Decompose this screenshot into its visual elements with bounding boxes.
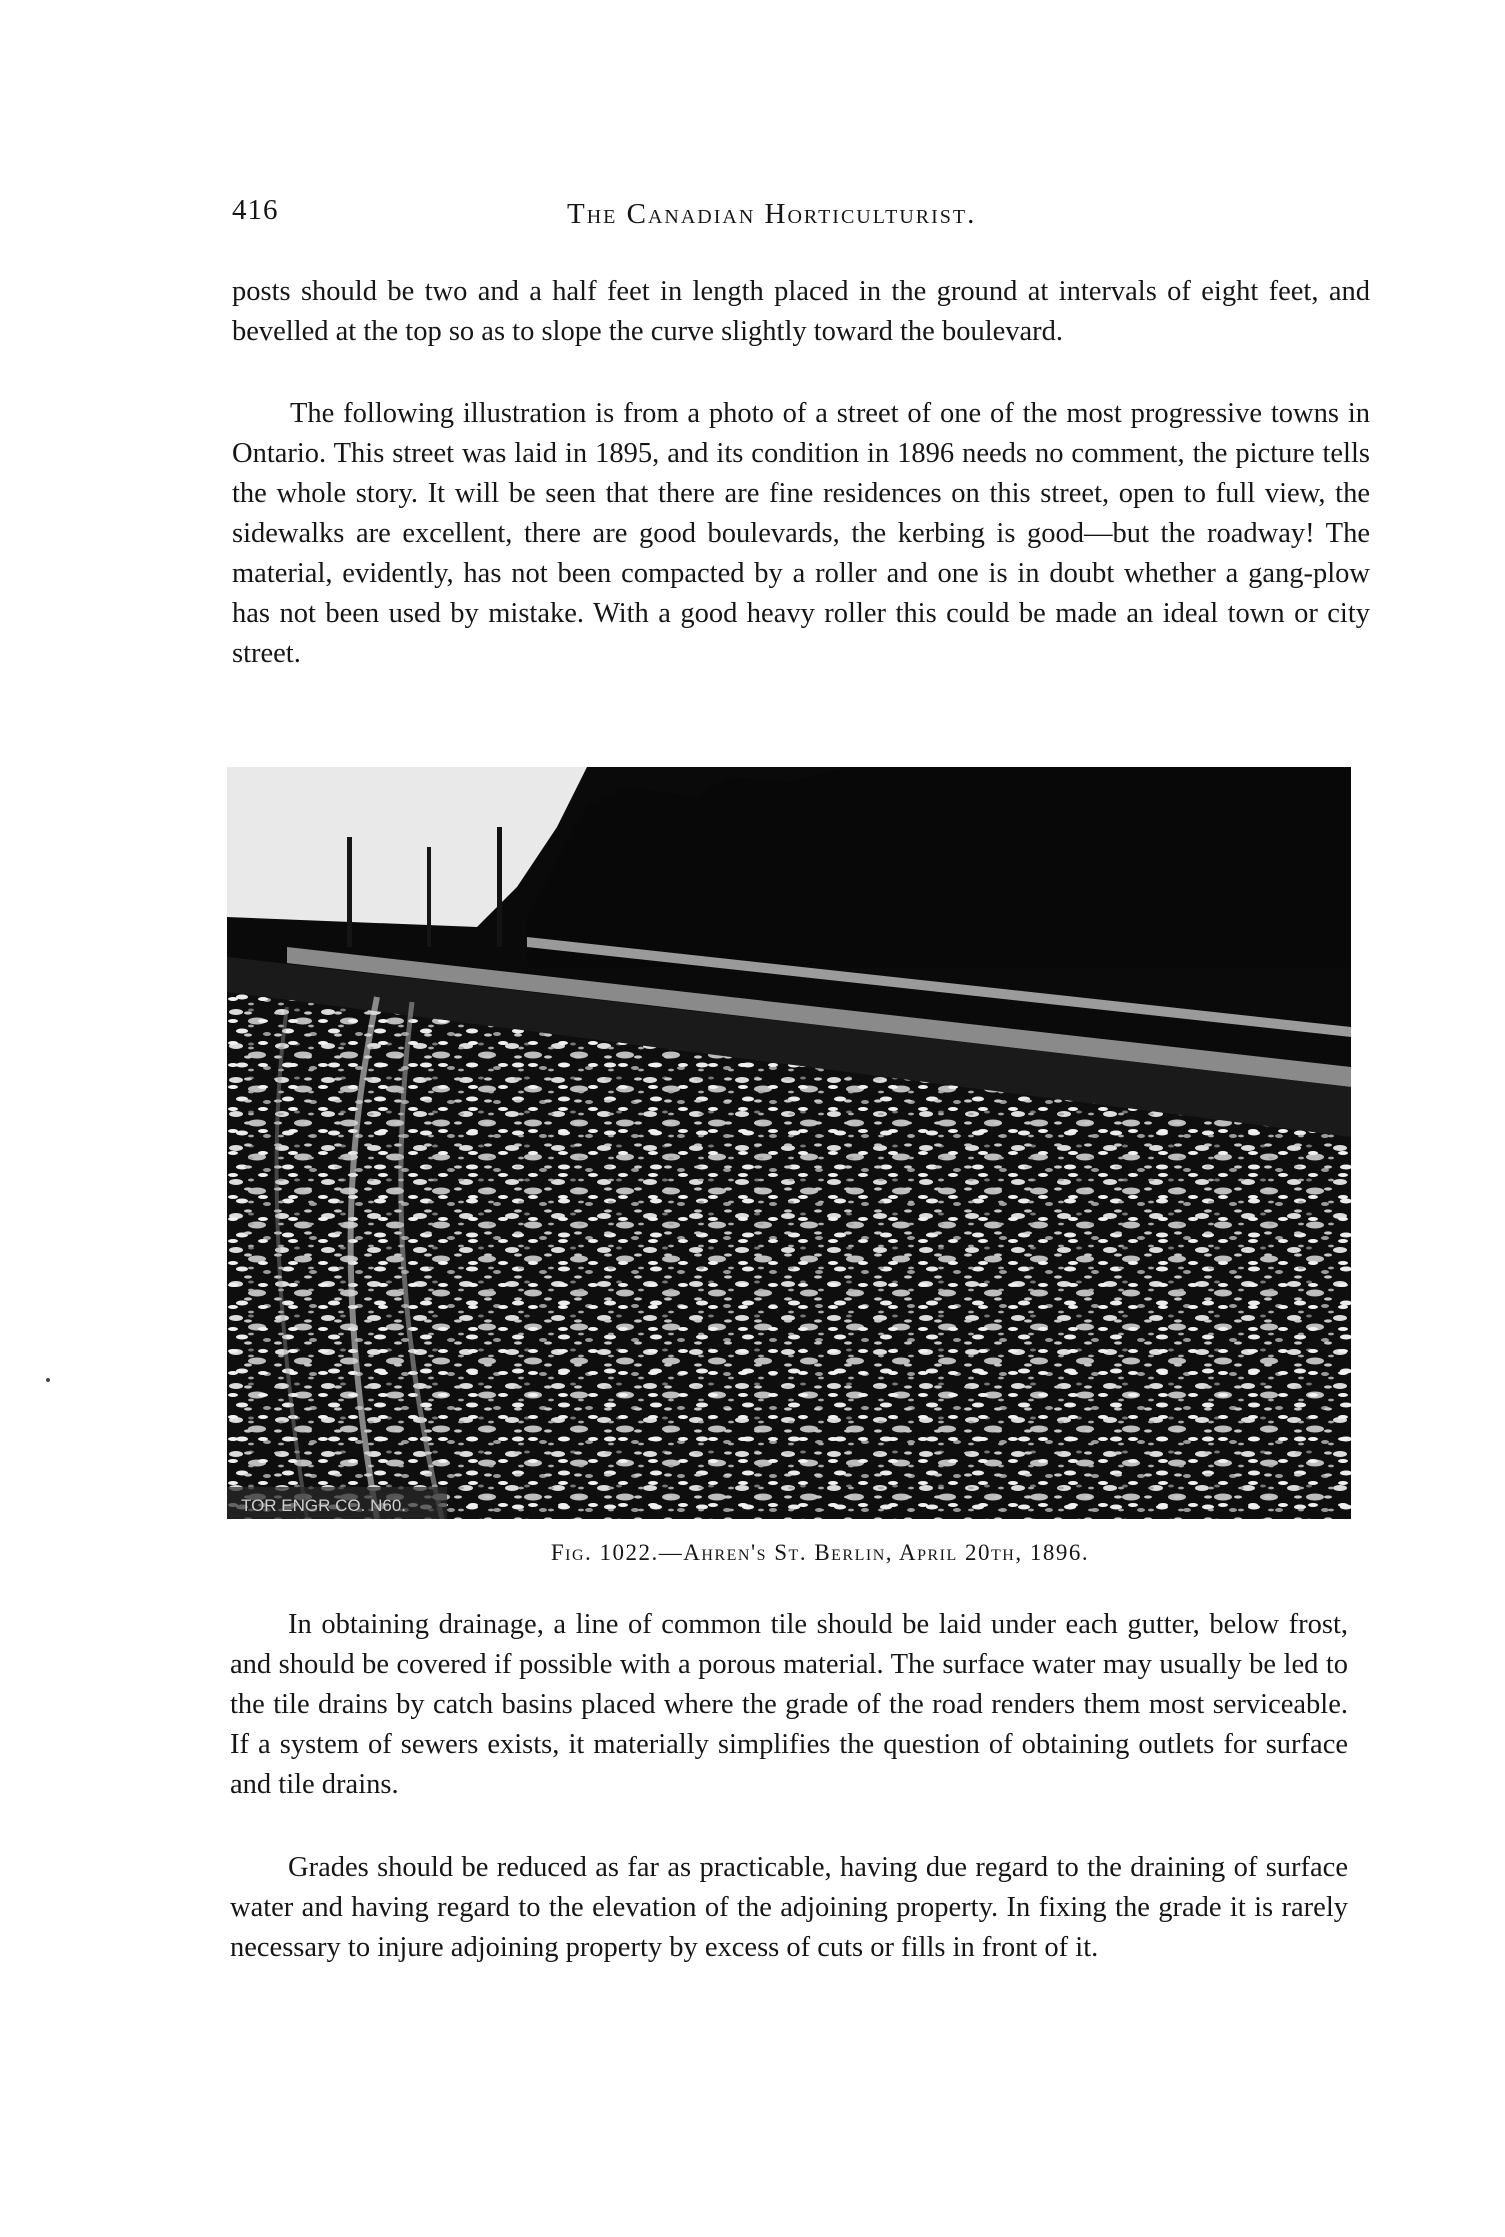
- page-header: [232, 194, 1382, 234]
- paragraph-3: In obtaining drainage, a line of common tile should be laid under each gutter, below frost, and should be covered if possible with a porous material. The surface water may usually be led to the tile drains by catch basins placed where the grade of the road renders them most serviceable. If a system of sewers exists, it materially simplifies the question of obtaining outlets for surface and tile drains.: [230, 1609, 1348, 1800]
- figure-caption: Fig. 1022.—Ahren's St. Berlin, April 20th, 1896.: [550, 1540, 1090, 1565]
- running-title: The Canadian Horticulturist.: [567, 198, 977, 230]
- paragraph-1: posts should be two and a half feet in length placed in the ground at intervals of eight feet, and bevelled at the top so as to slope the curve slightly toward the boulevard.: [232, 276, 1370, 347]
- street-photograph: [227, 767, 1351, 1519]
- page-number: 416: [232, 194, 279, 226]
- stray-ink-mark: [46, 1378, 50, 1382]
- engraver-mark: TOR ENGR CO. N60.: [241, 1496, 406, 1515]
- paragraph-2: The following illustration is from a photo of a street of one of the most progressive towns in Ontario. This street was laid in 1895, and its condition in 1896 needs no comment, the picture tells the whole story. It will be seen that there are fine residences on this street, open to full view, the sidewalks are excellent, there are good boulevards, the kerbing is good—but the roadway! The material, evidently, has not been compacted by a roller and one is in doubt whether a gang-plow has not been used by mistake. With a good heavy roller this could be made an ideal town or city street.: [232, 398, 1370, 669]
- paragraph-4: Grades should be reduced as far as practicable, having due regard to the draining of surface water and having regard to the elevation of the adjoining property. In fixing the grade it is rarely necessary to injure adjoining property by excess of cuts or fills in front of it.: [230, 1852, 1348, 1963]
